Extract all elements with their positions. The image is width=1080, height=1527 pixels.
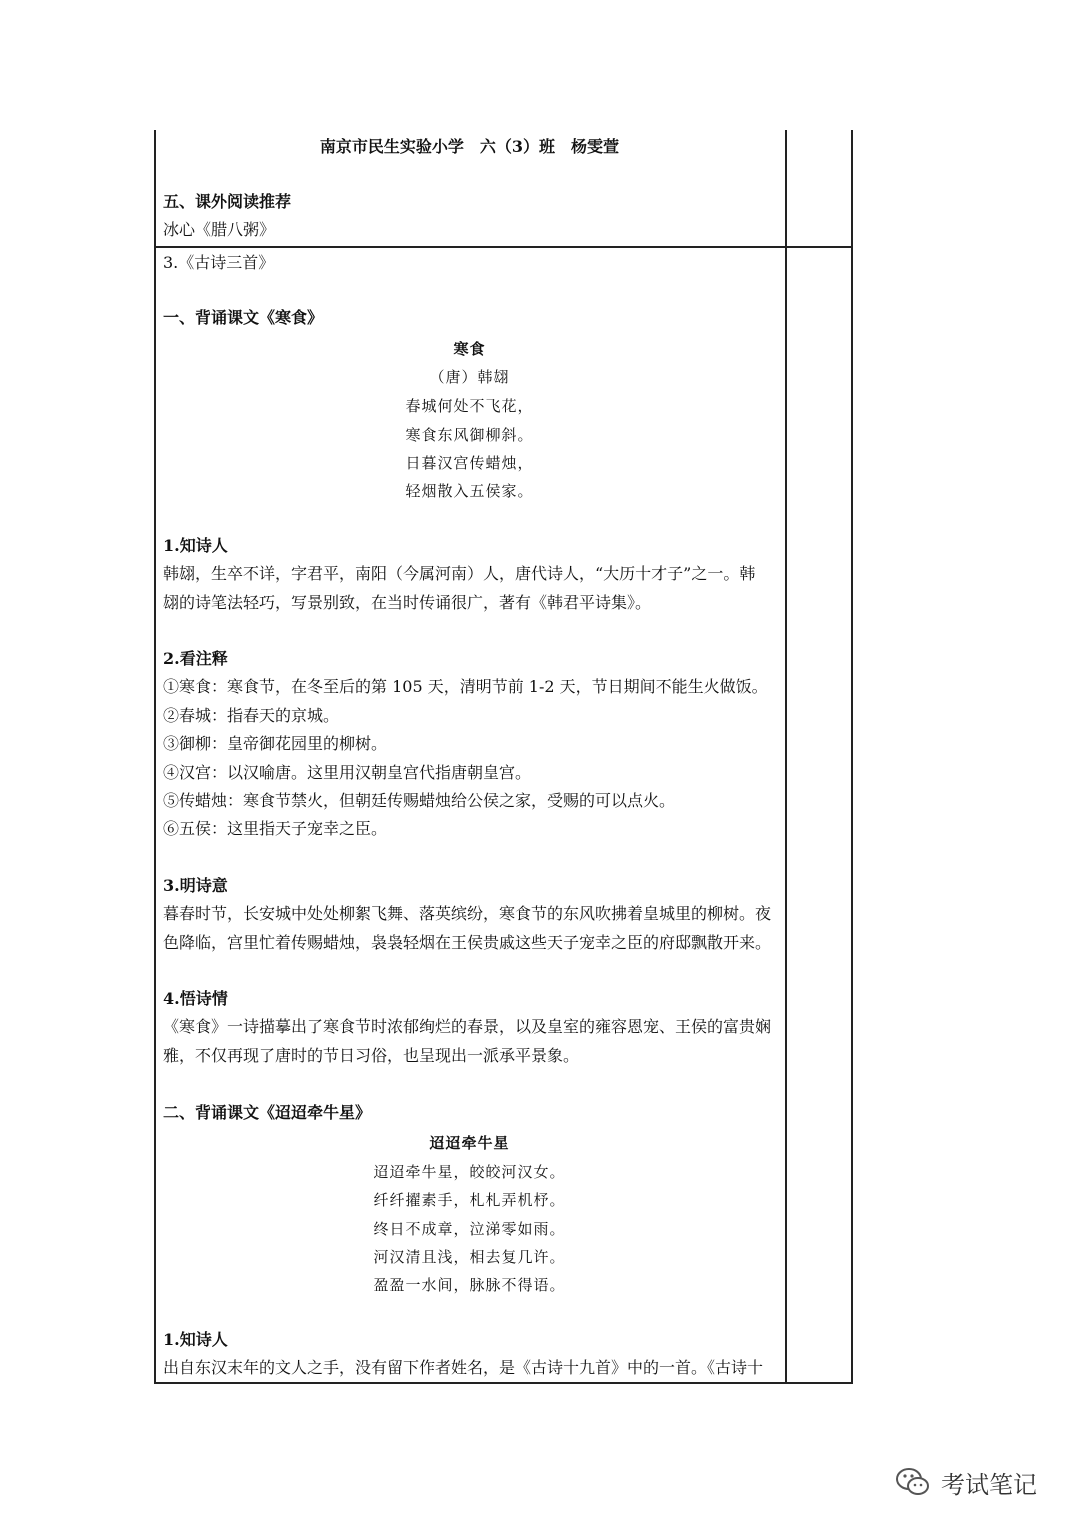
poem2-title: 迢迢牵牛星 [429, 1134, 510, 1152]
p1s2-line: ③御柳：皇帝御花园里的柳树。 [163, 734, 388, 753]
poem1-author: （唐）韩翃 [429, 368, 510, 386]
poem2-line: 纤纤擢素手，札札弄机杼。 [373, 1191, 566, 1209]
watermark [895, 1462, 1037, 1502]
p1s2-line: ①寒食：寒食节，在冬至后的第 105 天，清明节前 1-2 天，节日期间不能生火做饭。 [163, 677, 768, 696]
p1s2-heading: 2.看注释 [163, 649, 228, 668]
p1s3-heading: 3.明诗意 [163, 876, 228, 895]
p1s1-line: 翃的诗笔法轻巧，写景别致，在当时传诵很广，著有《韩君平诗集》。 [163, 593, 652, 612]
watermark-text: 考试笔记 [941, 1470, 1037, 1499]
p1s4-line: 雅，不仅再现了唐时的节日习俗，也呈现出一派承平景象。 [163, 1046, 580, 1065]
poem2-line: 盈盈一水间，脉脉不得语。 [373, 1276, 566, 1294]
poem1-line: 寒食东风御柳斜。 [405, 426, 534, 444]
table-row-divider [154, 246, 853, 248]
p1s2-line: ④汉宫：以汉喻唐。这里用汉朝皇宫代指唐朝皇宫。 [163, 763, 532, 782]
poem1-line: 轻烟散入五侯家。 [405, 482, 534, 500]
p1s1-line: 韩翃，生卒不详，字君平，南阳（今属河南）人，唐代诗人，“大历十才子”之一。韩 [163, 564, 756, 583]
poem1-line: 春城何处不飞花， [405, 397, 534, 415]
p1s2-line: ②春城：指春天的京城。 [163, 706, 340, 725]
poem2-line: 迢迢牵牛星，皎皎河汉女。 [373, 1163, 566, 1181]
lesson-title: 3.《古诗三首》 [163, 253, 275, 272]
p1s4-heading: 4.悟诗情 [163, 989, 228, 1008]
p1s2-line: ⑤传蜡烛：寒食节禁火，但朝廷传赐蜡烛给公侯之家，受赐的可以点火。 [163, 791, 676, 810]
part1-heading: 一、背诵课文《寒食》 [163, 308, 324, 327]
p1s4-line: 《寒食》一诗描摹出了寒食节时浓郁绚烂的春景，以及皇室的雍容恩宠、王侯的富贵娴 [163, 1017, 772, 1036]
sec5-book: 冰心《腊八粥》 [163, 220, 276, 239]
part2-heading: 二、背诵课文《迢迢牵牛星》 [163, 1103, 372, 1122]
p1s1-heading: 1.知诗人 [163, 536, 228, 555]
wechat-icon [895, 1466, 931, 1498]
table-column-divider [785, 130, 787, 1384]
p2s1-line: 出自东汉末年的文人之手，没有留下作者姓名，是《古诗十九首》中的一首。《古诗十 [163, 1358, 764, 1377]
p1s2-line: ⑥五侯：这里指天子宠幸之臣。 [163, 819, 388, 838]
poem2-line: 终日不成章，泣涕零如雨。 [373, 1220, 566, 1238]
poem1-line: 日暮汉宫传蜡烛， [405, 454, 534, 472]
poem1-title: 寒食 [453, 340, 486, 358]
p1s3-line: 色降临，宫里忙着传赐蜡烛，袅袅轻烟在王侯贵戚这些天子宠幸之臣的府邸飘散开来。 [163, 933, 772, 952]
p2s1-heading: 1.知诗人 [163, 1330, 228, 1349]
p1s3-line: 暮春时节，长安城中处处柳絮飞舞、落英缤纷，寒食节的东风吹拂着皇城里的柳树。夜 [163, 904, 772, 923]
sec5-heading: 五、课外阅读推荐 [163, 192, 292, 211]
poem2-line: 河汉清且浅，相去复几许。 [373, 1248, 566, 1266]
school-header: 南京市民生实验小学 六（3）班 杨雯萱 [319, 137, 620, 156]
